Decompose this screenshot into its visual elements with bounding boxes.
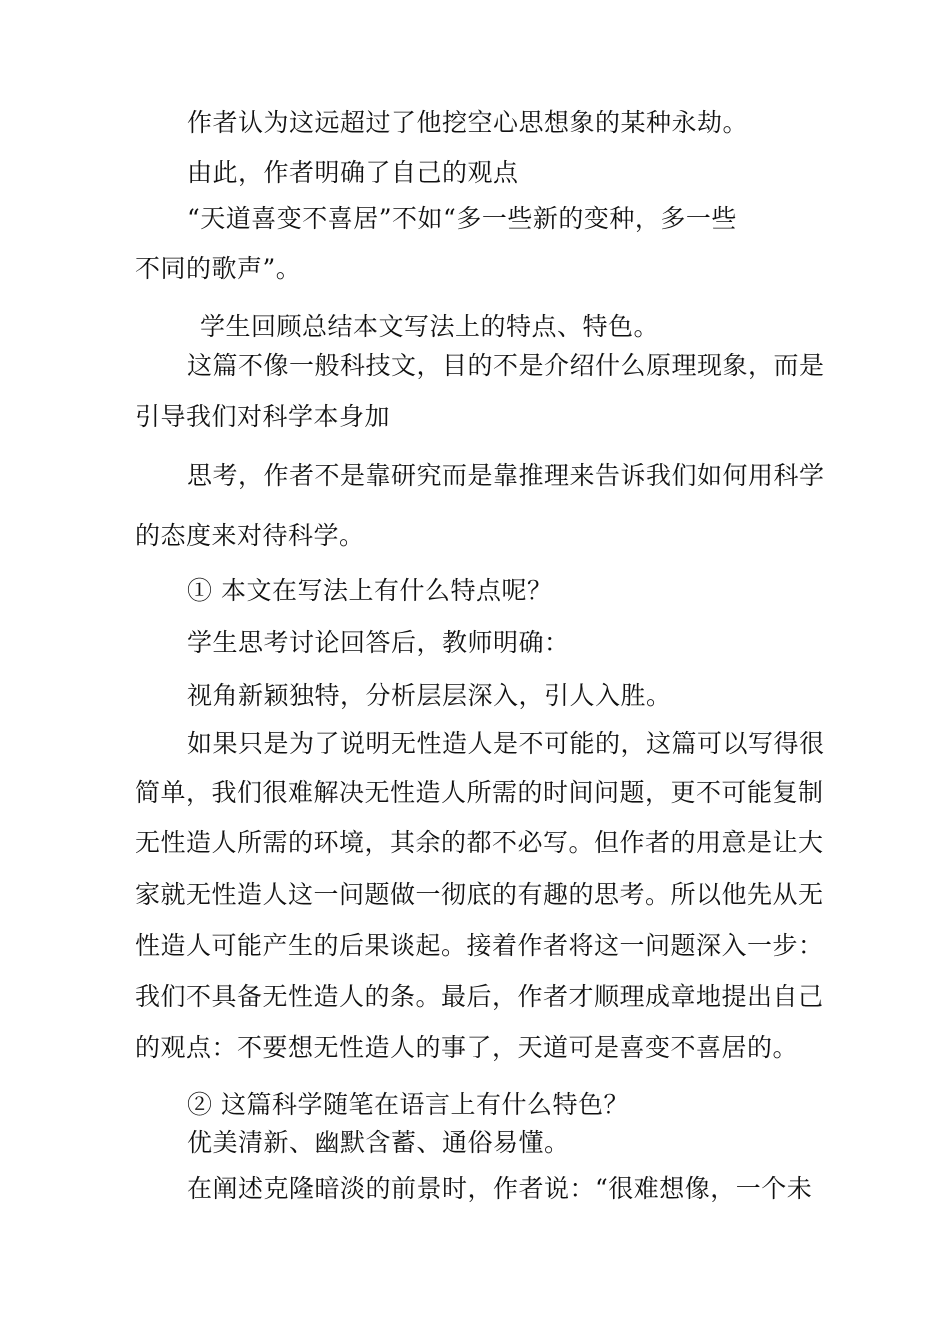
text-line: 视角新颖独特，分析层层深入，引人入胜。: [187, 681, 672, 710]
text-line: 在阐述克隆暗淡的前景时，作者说：“很难想像，一个未: [187, 1174, 813, 1203]
text-line: 学生回顾总结本文写法上的特点、特色。: [200, 312, 660, 341]
text-line: 优美清新、幽默含蓄、通俗易懂。: [187, 1128, 570, 1157]
text-line: 不同的歌声”。: [135, 254, 302, 283]
text-line: ② 这篇科学随笔在语言上有什么特色？: [187, 1090, 629, 1119]
text-line: 学生思考讨论回答后，教师明确：: [187, 628, 570, 657]
text-line: 无性造人所需的环境，其余的都不必写。但作者的用意是让大: [135, 828, 824, 857]
text-line: 的态度来对待科学。: [135, 521, 365, 550]
text-line: 作者认为这远超过了他挖空心思想象的某种永劫。: [187, 108, 749, 137]
text-line: 由此，作者明确了自己的观点: [187, 158, 519, 187]
text-line: “天道喜变不喜居”不如“多一些新的变种，多一些: [187, 204, 737, 233]
text-line: 思考，作者不是靠研究而是靠推理来告诉我们如何用科学: [187, 461, 825, 490]
text-line: 引导我们对科学本身加: [135, 402, 391, 431]
text-line: 这篇不像一般科技文，目的不是介绍什么原理现象，而是: [187, 351, 825, 380]
text-line: 家就无性造人这一问题做一彻底的有趣的思考。所以他先从无: [135, 880, 824, 909]
text-line: 性造人可能产生的后果谈起。接着作者将这一问题深入一步：: [135, 931, 824, 960]
text-line: ① 本文在写法上有什么特点呢？: [187, 576, 553, 605]
text-line: 如果只是为了说明无性造人是不可能的，这篇可以写得很: [187, 729, 825, 758]
text-line: 我们不具备无性造人的条。最后，作者才顺理成章地提出自己: [135, 982, 824, 1011]
text-line: 简单，我们很难解决无性造人所需的时间问题，更不可能复制: [135, 778, 824, 807]
text-line: 的观点：不要想无性造人的事了，天道可是喜变不喜居的。: [135, 1033, 799, 1062]
